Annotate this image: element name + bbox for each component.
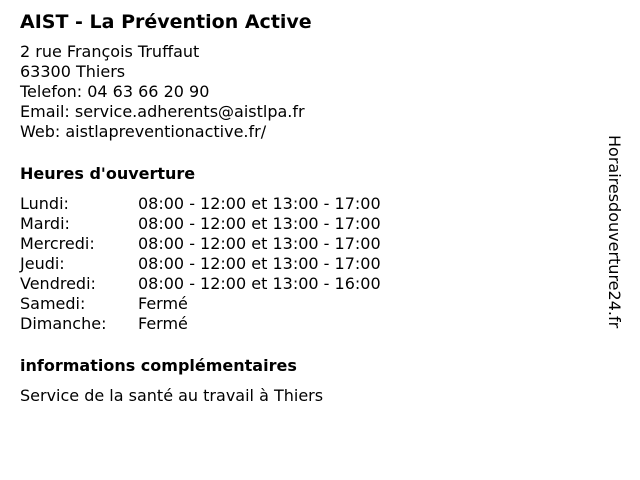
day-label: Mardi: (20, 214, 70, 233)
phone-line: Telefon: 04 63 66 20 90 (20, 82, 210, 101)
business-card (20, 10, 600, 406)
hours-row-thursday (20, 254, 600, 274)
email-line: Email: service.adherents@aistlpa.fr (20, 102, 305, 121)
day-hours: Fermé (138, 314, 188, 333)
day-label: Vendredi: (20, 274, 96, 293)
hours-heading: Heures d'ouverture (20, 164, 196, 183)
day-label: Lundi: (20, 194, 69, 213)
hours-row-tuesday (20, 214, 600, 234)
day-label: Dimanche: (20, 314, 107, 333)
day-hours: 08:00 - 12:00 et 13:00 - 17:00 (138, 214, 381, 233)
info-text: Service de la santé au travail à Thiers (20, 386, 324, 405)
day-label: Jeudi: (20, 254, 65, 273)
day-label: Mercredi: (20, 234, 95, 253)
hours-row-monday (20, 194, 600, 214)
day-hours: 08:00 - 12:00 et 13:00 - 17:00 (138, 234, 381, 253)
hours-row-saturday (20, 294, 600, 314)
day-hours: 08:00 - 12:00 et 13:00 - 17:00 (138, 194, 381, 213)
info-heading: informations complémentaires (20, 356, 297, 375)
address-line-1: 2 rue François Truffaut (20, 42, 200, 61)
day-hours: 08:00 - 12:00 et 13:00 - 16:00 (138, 274, 381, 293)
address-line-2: 63300 Thiers (20, 62, 126, 81)
web-line: Web: aistlapreventionactive.fr/ (20, 122, 267, 141)
site-watermark: Horairesdouverture24.fr (605, 135, 624, 329)
day-hours: Fermé (138, 294, 188, 313)
day-label: Samedi: (20, 294, 86, 313)
hours-table (20, 194, 600, 334)
day-hours: 08:00 - 12:00 et 13:00 - 17:00 (138, 254, 381, 273)
hours-row-friday (20, 274, 600, 294)
business-name: AIST - La Prévention Active (20, 11, 312, 33)
hours-row-wednesday (20, 234, 600, 254)
hours-row-sunday (20, 314, 600, 334)
